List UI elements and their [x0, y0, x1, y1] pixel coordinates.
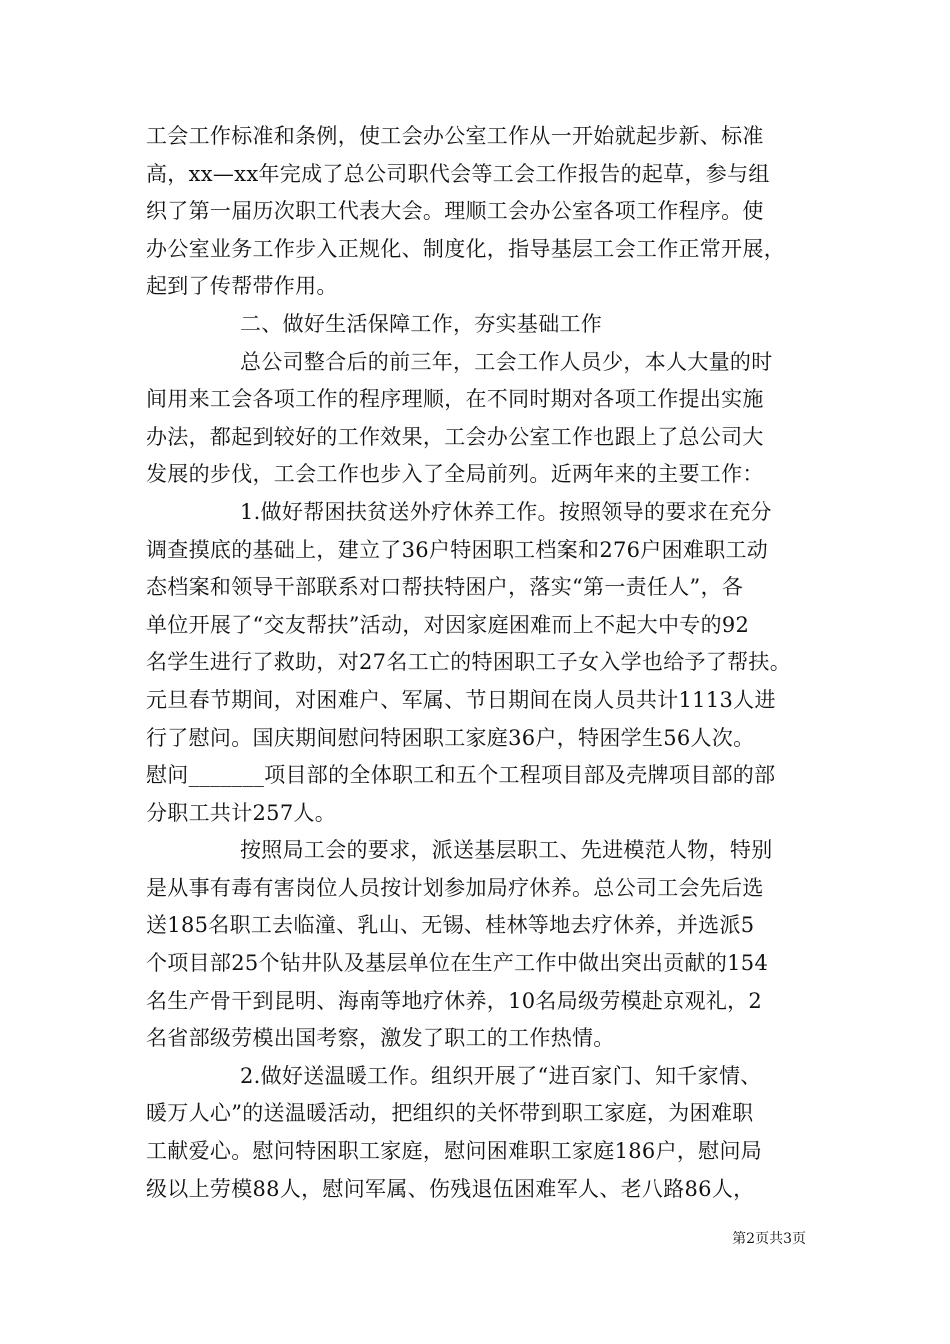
text-line: 慰问_______项目部的全体职工和五个工程项目部及壳牌项目部的部: [146, 763, 776, 788]
text-line: 元旦春节期间，对困难户、军属、节日期间在岗人员共计1113人进: [146, 687, 776, 712]
document-body: [146, 118, 826, 1208]
text-line: 名省部级劳模出国考察，激发了职工的工作热情。: [146, 1026, 615, 1051]
text-line: 间用来工会各项工作的程序理顺，在不同时期对各项工作提出实施: [146, 387, 764, 412]
text-line: 是从事有毒有害岗位人员按计划参加局疗休养。总公司工会先后选: [146, 875, 764, 900]
text-line: 二、做好生活保障工作，夯实基础工作: [240, 311, 603, 336]
text-line: 1.做好帮困扶贫送外疗休养工作。按照领导的要求在充分: [240, 499, 772, 524]
page-number-footer: 第2页共3页: [732, 1231, 806, 1247]
text-line: 分职工共计257人。: [146, 800, 337, 825]
text-line: 名生产骨干到昆明、海南等地疗休养，10名局级劳模赴京观礼，2: [146, 988, 763, 1013]
text-line: 起到了传帮带作用。: [146, 274, 338, 299]
text-line: 单位开展了“交友帮扶”活动，对因家庭困难而上不起大中专的92: [146, 612, 750, 637]
text-line: 办法，都起到较好的工作效果，工会办公室工作也跟上了总公司大: [146, 424, 764, 449]
text-line: 高，xx—xx年完成了总公司职代会等工会工作报告的起草，参与组: [146, 161, 770, 186]
text-line: 暖万人心”的送温暖活动，把组织的关怀带到职工家庭，为困难职: [146, 1101, 754, 1126]
text-line: 送185名职工去临潼、乳山、无锡、桂林等地去疗休养，并选派5: [146, 913, 755, 938]
text-line: 织了第一届历次职工代表大会。理顺工会办公室各项工作程序。使: [146, 199, 764, 224]
text-line: 工会工作标准和条例，使工会办公室工作从一开始就起步新、标准: [146, 124, 764, 148]
text-line: 态档案和领导干部联系对口帮扶特困户，落实“第一责任人”，各: [146, 575, 744, 600]
text-line: 行了慰问。国庆期间慰问特困职工家庭36户，特困学生56人次。: [146, 725, 755, 750]
text-line: 2.做好送温暖工作。组织开展了“进百家门、知千家情、: [240, 1063, 762, 1088]
text-line: 工献爱心。慰问特困职工家庭，慰问困难职工家庭186户，慰问局: [146, 1139, 763, 1164]
text-line: 个项目部25个钻井队及基层单位在生产工作中做出突出贡献的154: [146, 951, 769, 976]
text-line: 总公司整合后的前三年，工会工作人员少，本人大量的时: [240, 349, 773, 374]
text-line: 按照局工会的要求，派送基层职工、先进模范人物，特别: [240, 838, 773, 863]
text-line: 发展的步伐，工会工作也步入了全局前列。近两年来的主要工作：: [146, 462, 764, 487]
text-line: 办公室业务工作步入正规化、制度化，指导基层工会工作正常开展，: [146, 236, 785, 261]
text-line: 级以上劳模88人，慰问军属、伤残退伍困难军人、老八路86人，: [146, 1176, 755, 1201]
text-line: 调查摸底的基础上，建立了36户特困职工档案和276户困难职工动: [146, 537, 769, 562]
text-line: 名学生进行了救助，对27名工亡的特困职工子女入学也给予了帮扶。: [146, 650, 792, 675]
